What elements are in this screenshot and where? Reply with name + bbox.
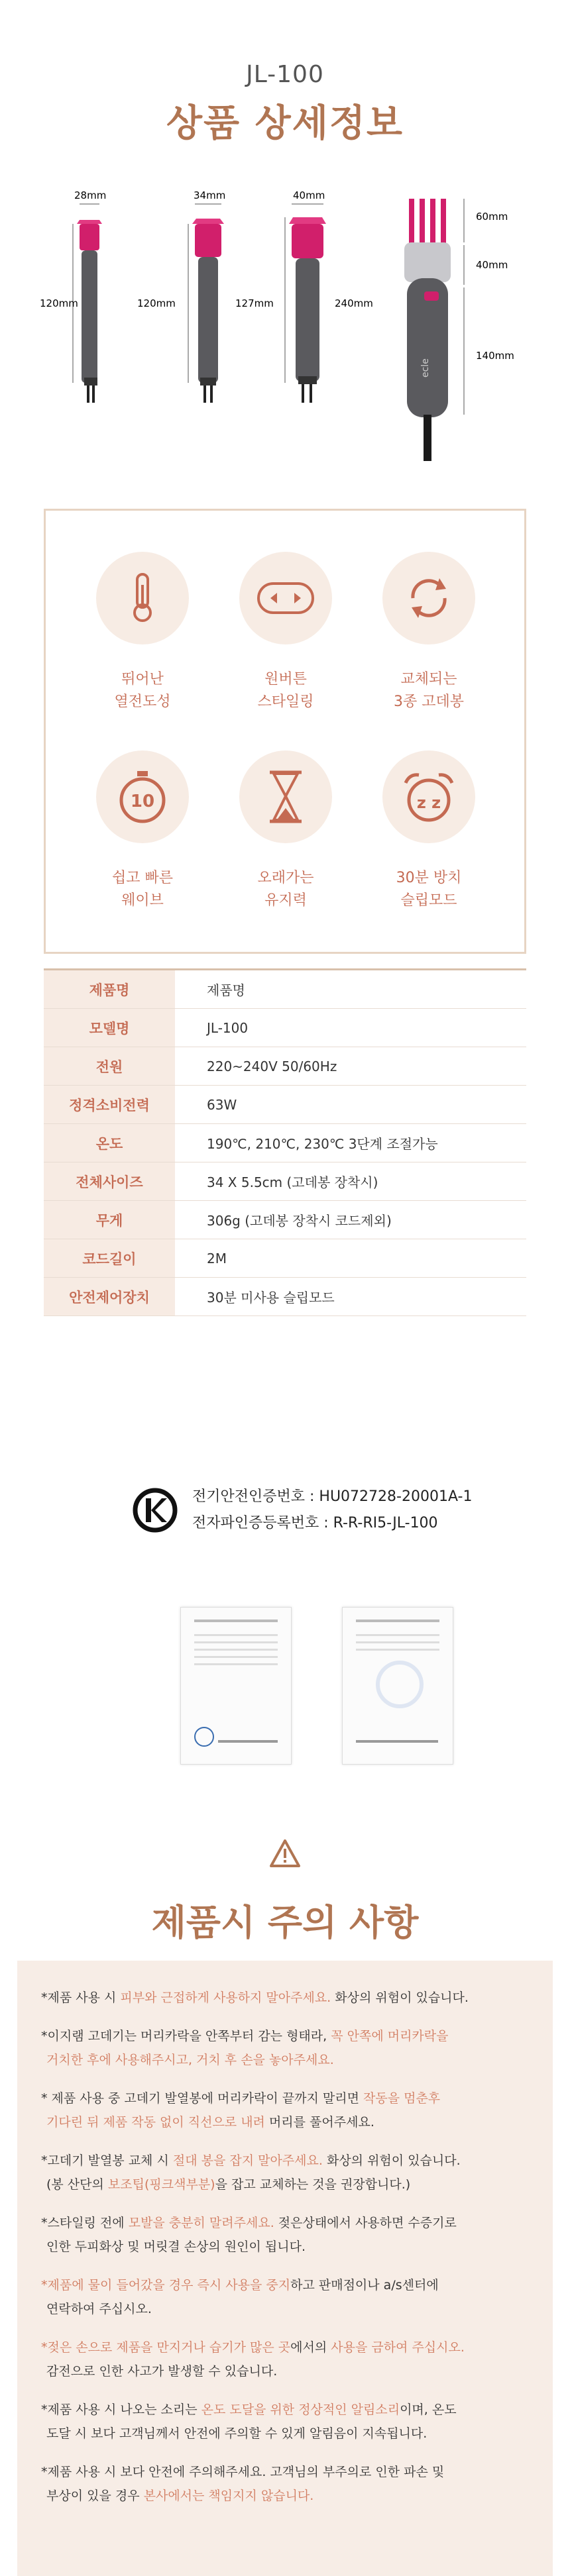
caution-highlight: *제품에 물이 들어갔을 경우 즉시 사용을 중지 <box>41 2278 291 2293</box>
table-row <box>44 1278 526 1316</box>
feature-line2: 유지력 <box>264 892 307 909</box>
certificate-image-1 <box>180 1607 292 1765</box>
caution-box <box>17 1961 553 2576</box>
caution-text: 연락하여 주십시오. <box>46 2302 152 2316</box>
svg-text:10: 10 <box>130 792 155 811</box>
spec-key: 전원 <box>44 1047 175 1085</box>
caution-text: *스타일링 전에 <box>41 2216 129 2230</box>
caution-highlight: 본사에서는 책임지지 않습니다. <box>143 2489 314 2503</box>
caution-text: 을 잡고 교체하는 것을 권장합니다.) <box>215 2177 411 2192</box>
caution-item-line <box>41 2337 545 2358</box>
page-title: 상품 상세정보 <box>166 102 404 145</box>
feature-wave <box>76 750 209 912</box>
main-device <box>404 199 451 461</box>
caution-item-line <box>41 2423 550 2444</box>
stopwatch-10-icon <box>96 750 189 843</box>
dim-p1-height: 120mm <box>40 297 78 309</box>
spec-value: JL-100 <box>207 1019 249 1036</box>
caution-text: (봉 산단의 <box>46 2177 108 2192</box>
caution-item-line <box>41 2399 545 2420</box>
feature-swap <box>363 552 495 713</box>
caution-highlight: 기다린 뒤 제품 작동 없이 직선으로 내려 <box>46 2115 265 2130</box>
caution-item-line <box>41 1987 545 2008</box>
kc-certification <box>133 1484 472 1537</box>
refresh-icon <box>382 552 475 644</box>
caution-text: *제품 사용 시 보다 안전에 주의해주세요. 고객님의 부주의로 인한 파손 및 <box>41 2465 445 2479</box>
caution-text: *이지램 고데기는 머리카락을 안쪽부터 감는 형태라, <box>41 2029 331 2043</box>
caution-highlight: *젖은 손으로 제품을 만지거나 습기가 많은 곳 <box>41 2340 291 2355</box>
caution-item-line <box>41 2174 550 2195</box>
caution-highlight: 작동을 멈춘후 <box>363 2091 441 2106</box>
caution-text: *고데기 발열봉 교체 시 <box>41 2153 173 2168</box>
dim-p2-height: 127mm <box>235 297 274 309</box>
spec-value: 30분 미사용 슬립모드 <box>207 1290 335 1306</box>
feature-heat <box>76 552 209 713</box>
thermometer-icon <box>96 552 189 644</box>
caution-item-line <box>41 2361 550 2382</box>
caution-text: *제품 사용 시 나오는 소리는 <box>41 2402 201 2417</box>
caution-item-line <box>41 2275 545 2296</box>
caution-text: 젖은상태에서 사용하면 수증기로 <box>274 2216 457 2230</box>
dim-p3-height: 240mm <box>335 297 373 309</box>
feature-sleep <box>363 750 495 912</box>
table-row <box>44 1201 526 1239</box>
caution-item-line <box>41 2485 550 2506</box>
table-row <box>44 1162 526 1201</box>
caution-item-line <box>41 2461 545 2483</box>
spec-key: 안전제어장치 <box>44 1278 175 1315</box>
caution-text: 머리를 풀어주세요. <box>264 2115 374 2130</box>
feature-line2: 스타일링 <box>257 694 314 710</box>
spec-key: 온도 <box>44 1124 175 1162</box>
alarm-sleep-icon <box>382 750 475 843</box>
spec-key: 코드길이 <box>44 1239 175 1277</box>
table-row <box>44 1124 526 1162</box>
caution-highlight: 절대 봉을 잡지 말아주세요. <box>172 2153 323 2168</box>
feature-line1: 쉽고 빠른 <box>111 870 173 886</box>
feature-line2: 웨이브 <box>121 892 164 909</box>
caution-item-line <box>41 2150 545 2171</box>
caution-item-line <box>41 2236 550 2257</box>
hourglass-icon <box>239 750 332 843</box>
table-row <box>44 1086 526 1124</box>
caution-text: 도달 시 보다 고객님께서 안전에 주의할 수 있게 알림음이 지속됩니다. <box>46 2426 428 2441</box>
caution-text: 감전으로 인한 사고가 발생할 수 있습니다. <box>46 2364 278 2379</box>
caution-highlight: 피부와 근접하게 사용하지 말아주세요. <box>120 1990 331 2005</box>
feature-line2: 3종 고데봉 <box>394 694 464 710</box>
feature-line1: 교체되는 <box>400 671 457 688</box>
svg-text:z z: z z <box>416 794 441 812</box>
brand-mark: ecle <box>420 358 431 378</box>
product-illustration <box>0 179 570 470</box>
spec-table <box>44 968 526 1316</box>
barrel-large <box>289 217 326 403</box>
caution-item-line <box>41 2026 545 2047</box>
spec-key: 모델명 <box>44 1009 175 1047</box>
caution-text: 부상이 있을 경우 <box>46 2489 144 2503</box>
one-button-icon <box>239 552 332 644</box>
spec-key: 무게 <box>44 1201 175 1239</box>
kc-emc-number: 전자파인증등록번호 : R-R-RI5-JL-100 <box>192 1515 438 1531</box>
caution-text: 인한 두피화상 및 머릿결 손상의 원인이 됩니다. <box>46 2240 306 2254</box>
caution-text: *제품 사용 시 <box>41 1990 121 2005</box>
caution-item-line <box>41 2212 545 2234</box>
feature-line1: 오래가는 <box>257 870 314 886</box>
caution-text: 이며, 온도 <box>400 2402 457 2417</box>
spec-value: 63W <box>207 1096 237 1113</box>
spec-key: 전체사이즈 <box>44 1162 175 1200</box>
caution-highlight: 거치한 후에 사용해주시고, 거치 후 손을 놓아주세요. <box>46 2053 334 2067</box>
caution-item-line <box>41 2298 550 2320</box>
dim-p2-width: 34mm <box>194 189 226 201</box>
caution-text: 화상의 위험이 있습니다. <box>322 2153 461 2168</box>
table-row <box>44 1047 526 1086</box>
spec-value: 2M <box>207 1250 227 1266</box>
feature-onebutton <box>219 552 352 713</box>
caution-highlight: 사용을 금하여 주십시오. <box>331 2340 465 2355</box>
table-row <box>44 1009 526 1047</box>
caution-text: 하고 판매점이나 a/s센터에 <box>290 2278 439 2293</box>
feature-line1: 30분 방치 <box>396 870 462 886</box>
table-row <box>44 970 526 1009</box>
barrel-small <box>77 220 102 403</box>
caution-item-line <box>41 2049 550 2071</box>
feature-line1: 뛰어난 <box>121 671 164 688</box>
caution-text: 에서의 <box>290 2340 331 2355</box>
spec-value: 190℃, 210℃, 230℃ 3단계 조절가능 <box>207 1136 438 1152</box>
caution-item-line <box>41 2112 550 2133</box>
table-row <box>44 1239 526 1278</box>
caution-title: 제품시 주의 사항 <box>151 1902 419 1943</box>
dim-p3-width: 40mm <box>293 189 325 201</box>
dim-main-mid: 40mm <box>476 259 508 271</box>
caution-text: 화상의 위험이 있습니다. <box>331 1990 469 2005</box>
barrel-medium <box>192 219 224 403</box>
feature-line2: 열전도성 <box>114 694 171 710</box>
feature-hold <box>219 750 352 912</box>
spec-key: 제품명 <box>44 970 175 1008</box>
kc-safety-number: 전기안전인증번호 : HU072728-20001A-1 <box>192 1488 473 1505</box>
caution-highlight: 모발을 충분히 말려주세요. <box>128 2216 274 2230</box>
caution-item-line <box>41 2088 545 2109</box>
kc-mark-icon <box>133 1488 178 1533</box>
spec-value: 34 X 5.5cm (고데봉 장착시) <box>207 1174 378 1190</box>
caution-text: * 제품 사용 중 고데기 발열봉에 머리카락이 끝까지 말리면 <box>41 2091 363 2106</box>
caution-highlight: 온도 도달을 위한 정상적인 알림소리 <box>201 2402 400 2417</box>
spec-key: 정격소비전력 <box>44 1086 175 1123</box>
dim-p2-height-left: 120mm <box>137 297 176 309</box>
certificate-image-2 <box>342 1607 453 1765</box>
dim-p1-width: 28mm <box>74 189 107 201</box>
spec-value: 306g (고데봉 장착시 코드제외) <box>207 1213 392 1229</box>
caution-highlight: 보조팁(핑크색부분) <box>107 2177 215 2192</box>
warning-triangle-icon <box>269 1839 301 1871</box>
model-name: JL-100 <box>246 61 324 88</box>
feature-line1: 원버튼 <box>264 671 307 688</box>
caution-highlight: 꼭 안쪽에 머리카락을 <box>331 2029 449 2043</box>
spec-value: 제품명 <box>207 982 245 998</box>
dim-main-top: 60mm <box>476 211 508 223</box>
feature-line2: 슬립모드 <box>400 892 457 909</box>
features-panel <box>44 509 526 954</box>
spec-value: 220~240V 50/60Hz <box>207 1058 337 1074</box>
dim-main-bottom: 140mm <box>476 350 514 362</box>
